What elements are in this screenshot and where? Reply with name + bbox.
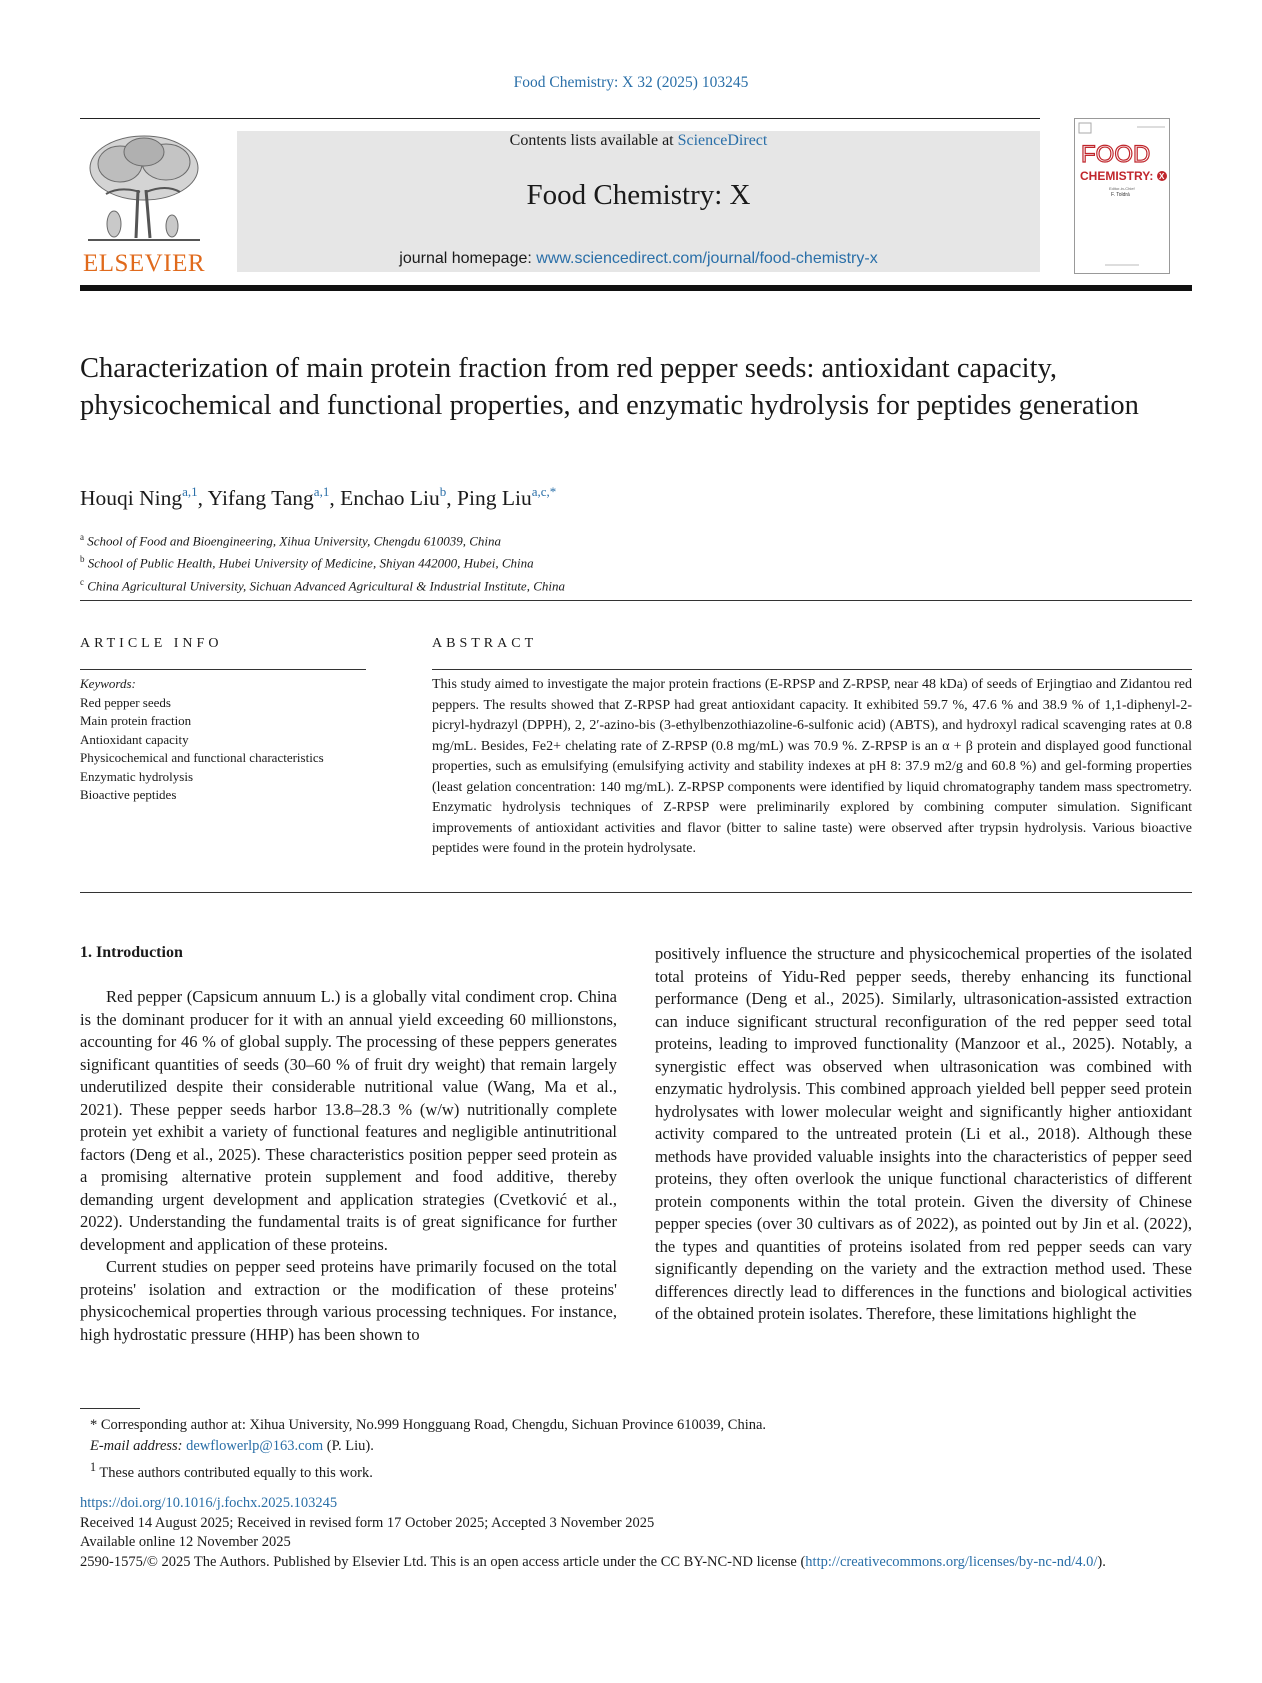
cover-title-line2: CHEMISTRY: xyxy=(1080,169,1154,183)
divider xyxy=(80,669,366,670)
author-name: Houqi Ning xyxy=(80,486,183,510)
paragraph: Red pepper (Capsicum annuum L.) is a globally vital condiment crop. China is the dominant producer for it with an annual yield exceeding 60 millionstons, accounting for 46 % of global supply. The processing of these peppers generates significant quantities of seeds (30–60 % of fruit dry weight) that remain largely underutilized despite their considerable nutritional value (Wang, Ma et al., 2021). These pepper seeds harbor 13.8–28.3 % (w/w) nutritionally complete protein yet exhibit a variety of functional features and negligible antinutritional factors (Deng et al., 2025). These characteristics position pepper seed protein as a promising alternative protein supplement and food additive, thereby demanding urgent development and application strategies (Cvetković et al., 2022). Understanding the fundamental traits is of great significance for further development and application of these proteins. xyxy=(80,987,617,1254)
contents-prefix: Contents lists available at xyxy=(509,132,678,149)
affiliation xyxy=(80,550,565,572)
keyword: Enzymatic hydrolysis xyxy=(80,768,194,784)
email-link[interactable]: dewflowerlp@163.com xyxy=(186,1438,324,1454)
affiliation-text: School of Food and Bioengineering, Xihua University, Chengdu 610039, China xyxy=(87,533,502,549)
affiliation xyxy=(80,573,565,595)
sciencedirect-link[interactable]: ScienceDirect xyxy=(677,132,768,149)
cover-title-line1: FOOD xyxy=(1081,141,1151,168)
author-separator: , xyxy=(329,486,341,510)
abstract-text: This study aimed to investigate the major protein fractions (E-RPSP and Z-RPSP, near 48 kDa) of seeds of Erjingtiao and Zidantou red peppers. The results showed that Z-RPSP had great antioxidant capacity. It exhibited 59.7 %, 47.6 % and 38.9 % of 1,1-diphenyl-2-picryl-hydrazyl (DPPH), 2, 2′-azino-bis (3-ethylbenzothiazoline-6-sulfonic acid) (ABTS), and hydroxyl radical scavenging rates at 0.8 mg/mL. Besides, Fe2+ chelating rate of Z-RPSP (0.8 mg/mL) was 70.9 %. Z-RPSP is an α + β protein and displayed good functional properties, such as emulsifying (emulsifying activity and stability indexes at pH 8: 37.9 m2/g and 60.8 %) and gel-forming properties (least gelation concentration: 140 mg/mL). Z-RPSP components were identified by liquid chromatography tandem mass spectrometry. Enzymatic hydrolysis techniques of Z-RPSP were preliminarily explored by combining computer simulation. Significant improvements of antioxidant activities and flavor (bitter to saline taste) were observed after trypsin hydrolysis. Various bioactive peptides were found in the protein hydrolysate. xyxy=(432,677,1192,856)
received-dates: Received 14 August 2025; Received in revised form 17 October 2025; Accepted 3 November 2025 xyxy=(80,1514,655,1531)
footnote-rule xyxy=(80,1408,140,1409)
author-affiliation-mark[interactable]: b xyxy=(439,484,447,499)
journal-reference[interactable]: Food Chemistry: X 32 (2025) 103245 xyxy=(513,74,749,91)
paragraph: Current studies on pepper seed proteins have primarily focused on the total proteins' isolation and extraction or the modification of these proteins' physicochemical properties through various processing techniques. For instance, high hydrostatic pressure (HHP) has been shown to xyxy=(80,1257,617,1344)
elsevier-wordmark: ELSEVIER xyxy=(82,250,206,277)
left-column xyxy=(80,986,617,1346)
license-text: 2590-1575/© 2025 The Authors. Published by Elsevier Ltd. This is an open access article under the CC BY-NC-ND license ( xyxy=(80,1553,806,1570)
email-suffix: (P. Liu). xyxy=(326,1438,374,1454)
article-footer xyxy=(80,1494,1192,1572)
license-suffix: ). xyxy=(1097,1553,1106,1570)
divider xyxy=(80,892,1192,893)
affiliations xyxy=(80,528,565,595)
header-thick-rule xyxy=(80,285,1192,291)
cover-editor-name: F. Toldrá xyxy=(1111,192,1130,198)
keyword: Physicochemical and functional characteristics xyxy=(80,750,324,765)
license-link[interactable]: http://creativecommons.org/licenses/by-nc-nd/4.0/ xyxy=(805,1553,1098,1570)
keywords-block xyxy=(80,675,370,805)
paragraph: positively influence the structure and physicochemical properties of the isolated total proteins of Yidu-Red pepper seeds, thereby enhancing its functional performance (Deng et al., 2025). Similarly, ultrasonication-assisted extraction can induce significant structural reconfiguration of the red pepper seed total proteins, leading to improved functionality (Manzoor et al., 2025). Notably, a synergistic effect was observed when ultrasonication was combined with enzymatic hydrolysis. This combined approach yielded bell pepper seed protein hydrolysates with lower molecular weight and significantly higher antioxidant activity compared to the untreated protein (Li et al., 2018). Although these methods have provided valuable insights into the characteristics of pepper seed proteins, they often overlook the unique functional characteristics of different protein components within the total protein. Given the diversity of Chinese pepper species (over 30 cultivars as of 2022), as pointed out by Jin et al. (2022), the types and quantities of proteins isolated from red pepper seeds can vary significantly depending on the variety and the extraction method used. These differences directly lead to differences in the functions and biological activities of the obtained protein isolates. Therefore, these limitations highlight the xyxy=(655,944,1192,1323)
doi-link[interactable]: https://doi.org/10.1016/j.fochx.2025.103245 xyxy=(80,1495,338,1511)
article-title: Characterization of main protein fraction from red pepper seeds: antioxidant capacity, physicochemical and functional properties, and enzymatic hydrolysis for peptides generation xyxy=(80,353,1139,421)
author-separator: , xyxy=(446,486,458,510)
email-label: E-mail address: xyxy=(90,1438,183,1454)
footnote-text: Corresponding author at: Xihua University, No.999 Hongguang Road, Chengdu, Sichuan Province 610039, China. xyxy=(100,1417,767,1433)
journal-title: Food Chemistry: X xyxy=(526,179,751,211)
author[interactable] xyxy=(80,486,198,510)
footnote-mark: 1 xyxy=(90,1460,97,1474)
journal-homepage-link[interactable]: www.sciencedirect.com/journal/food-chemistry-x xyxy=(536,250,878,267)
right-column xyxy=(655,943,1192,1326)
keyword: Antioxidant capacity xyxy=(80,731,189,747)
homepage-prefix: journal homepage: xyxy=(399,250,537,267)
author-name: Enchao Liu xyxy=(340,486,440,510)
top-rule xyxy=(80,118,1040,119)
divider xyxy=(432,669,1192,670)
keyword: Main protein fraction xyxy=(80,713,192,728)
affiliation-mark: b xyxy=(80,554,85,565)
keyword: Bioactive peptides xyxy=(80,787,177,802)
affiliation xyxy=(80,528,565,550)
author[interactable] xyxy=(208,486,330,510)
author[interactable] xyxy=(340,486,446,510)
footnotes xyxy=(80,1415,1192,1484)
keyword: Red pepper seeds xyxy=(80,694,171,710)
author-name: Yifang Tang xyxy=(207,486,314,510)
divider xyxy=(80,600,1192,601)
email-note xyxy=(80,1436,1192,1457)
corresponding-author-note xyxy=(80,1415,1192,1436)
author-affiliation-mark[interactable]: a,c,* xyxy=(531,484,557,499)
affiliation-text: School of Public Health, Hubei University of Medicine, Shiyan 442000, Hubei, China xyxy=(87,555,534,571)
affiliation-mark: c xyxy=(80,576,84,587)
contents-line xyxy=(237,132,1040,150)
author[interactable] xyxy=(457,486,556,510)
footnote-text: These authors contributed equally to this work. xyxy=(99,1464,373,1481)
homepage-line xyxy=(237,250,1040,268)
footnote-mark: * xyxy=(90,1417,98,1433)
author-list xyxy=(80,484,556,511)
abstract-heading: ABSTRACT xyxy=(432,636,538,651)
cover-editor-label: Editor-in-Chief xyxy=(1109,186,1135,191)
equal-contribution-note xyxy=(80,1457,1192,1484)
article-info-heading: ARTICLE INFO xyxy=(80,636,223,651)
available-online: Available online 12 November 2025 xyxy=(80,1534,291,1550)
affiliation-mark: a xyxy=(80,532,84,542)
license-statement xyxy=(80,1553,1192,1573)
author-separator: , xyxy=(197,486,208,510)
section-heading: 1. Introduction xyxy=(80,944,183,961)
author-affiliation-mark[interactable]: a,1 xyxy=(313,484,330,499)
author-affiliation-mark[interactable]: a,1 xyxy=(182,484,198,499)
keywords-label: Keywords: xyxy=(80,676,136,691)
journal-cover-thumbnail[interactable] xyxy=(1074,118,1170,274)
author-name: Ping Liu xyxy=(457,486,532,510)
affiliation-text: China Agricultural University, Sichuan Advanced Agricultural & Industrial Institute, China xyxy=(87,577,565,593)
cover-x-symbol: X xyxy=(1159,172,1165,181)
